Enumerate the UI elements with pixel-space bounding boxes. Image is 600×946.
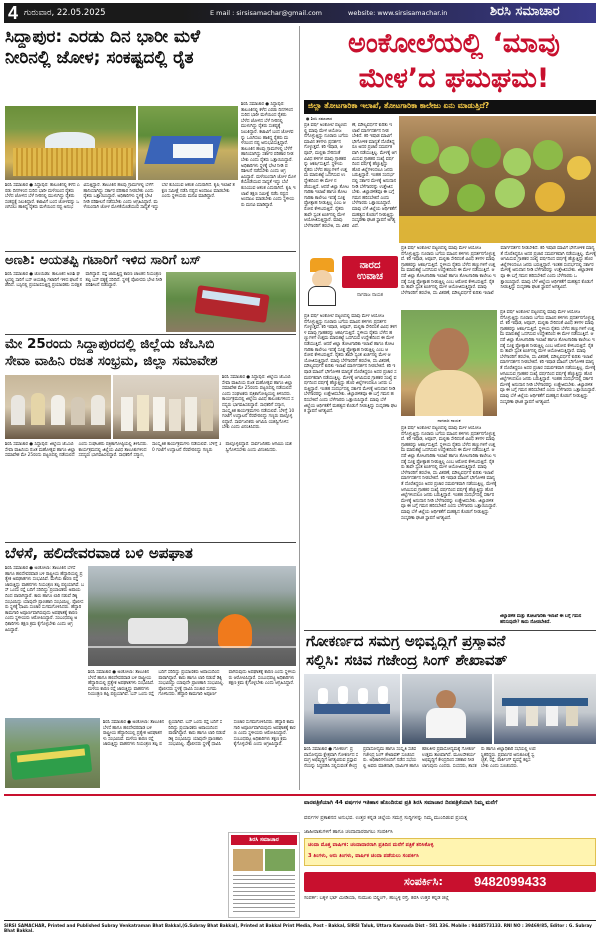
story3-side: ಶಿರಸಿ ಸಮಾಚಾರ ● ಸಿದ್ದಾಪುರ: ಜಿಲ್ಲೆಯ ಜೆಒಸಿಬಿ ಸೇವಾ ವಾಹಿನಿಯ ರಜತ ಮಹೋತ್ಸವ ಹಾಗೂ ಜಿಲ್ಲಾ ಸಮಾವೇಶ ಮೇ 25ರಂದು ಪಟ್ಟಣದಲ್ಲಿ ನಡೆಯಲಿದೆ ಎಂದು ಸಂಘಟಕರು ಪತ್ರಿಕಾಗೋಷ್ಠಿಯಲ್ಲಿ ತಿಳಿಸಿದರು. ಕಾರ್ಯಕ್ರಮದಲ್ಲಿ ಜಿಲ್ಲೆಯ ವಿವಿಧ ತಾಲೂಕುಗಳಿಂದ ಸದಸ್ಯರು ಭಾಗವಹಿಸಲಿದ್ದಾರೆ. ಸಾಧಕರಿಗೆ ಸನ್ಮಾನ, ಸಾಂಸ್ಕೃತಿಕ ಕಾರ್ಯಕ್ರಮಗಳು ನಡೆಯಲಿವೆ. ಬೆಳಿಗ್ಗೆ 10 ಗಂಟೆಗೆ ಉದ್ಘಾಟನೆ ನೆರವೇರಲಿದ್ದು ಗಣ್ಯರು ಪಾಲ್ಗೊಳ್ಳಲಿದ್ದಾರೆ. ಸಾರ್ವಜನಿಕರು ಆಗಮಿಸಿ ಯಶಸ್ವಿಗೊಳಿಸಬೇಕು ಎಂದು ವಿನಂತಿಸಿದರು.	[222, 375, 295, 431]
story2-body: ಶಿರಸಿ ಸಮಾಚಾರ ● ಜೊಯಿಡಾ: ತಾಲೂಕಿನ ಅಣಶಿ ಘಟ್ಟದಲ್ಲಿ ಸಾರಿಗೆ ಬಸ್ ಆಯತಪ್ಪಿ ಗಟಾರಿಗೆ ಇಳಿದ ಘಟನೆ ನಡೆದಿದೆ. ಬಸ್ಸಿನಲ್ಲಿ ಪ್ರಯಾಣಿಸುತ್ತಿದ್ದ ಪ್ರಯಾಣಿಕರು ಸುರಕ್ಷಿತವಾಗಿದ್ದಾರೆ. ರಸ್ತೆ ಜಾರುತ್ತಿದ್ದ ಕಾರಣ ಚಾಲಕನ ನಿಯಂತ್ರಣ ತಪ್ಪಿ ಬಸ್ ಪಕ್ಕಕ್ಕೆ ಸರಿದಿದೆ. ಸ್ಥಳಕ್ಕೆ ಪೊಲೀಸರು ಭೇಟಿ ನೀಡಿ ಪರಿಶೀಲನೆ ನಡೆಸಿದ್ದಾರೆ.	[5, 272, 162, 289]
email: E mail : sirsisamachar@gmail.com	[210, 9, 323, 17]
story4-body-3: ಶಿರಸಿ ಸಮಾಚಾರ ● ಅಂಕೋಲಾ: ತಾಲೂಕಿನ ಬೆಳಸೆ ಹಾಗೂ ಹಲಿದೇವರವಾಡ ಬಳಿ ರಾಷ್ಟ್ರೀಯ ಹೆದ್ದಾರಿಯಲ್ಲಿ ಪ್ರತ್ಯೇಕ ಅಪಘಾತಗಳು ಸಂಭವಿಸಿವೆ. ಮಳೆಯ ಕಾರಣ ರಸ್ತೆ ಜಾರುತ್ತಿದ್ದು ವಾಹನಗಳು ನಿಯಂತ್ರಣ ತಪ್ಪಿ ಪಲ್ಟಿಯಾಗಿವೆ. ಬಸ್ ಒಂದು ರಸ್ತೆ ಬದಿಗೆ ಸರಿದಿದ್ದು ಪ್ರಯಾಣಿಕರು ಅಪಾಯದಿಂದ ಪಾರಾಗಿದ್ದಾರೆ. ಕಾರು ಹಾಗೂ ಲಾರಿ ನಡುವೆ ಡಿಕ್ಕಿ ಸಂಭವಿಸಿದ್ದು ಯಾವುದೇ ಪ್ರಾಣಹಾನಿ ಸಂಭವಿಸಿಲ್ಲ. ಪೊಲೀಸರು ಸ್ಥಳಕ್ಕೆ ಧಾವಿಸಿ ಸಂಚಾರ ಸುಗಮಗೊಳಿಸಿದರು. ಹೆದ್ದಾರಿ ಕಾಮಗಾರಿ ಅಪೂರ್ಣವಾಗಿರುವುದು ಅಪಘಾತಕ್ಕೆ ಕಾರಣ ಎಂದು ಸ್ಥಳೀಯರು ಆರೋಪಿಸಿದ್ದಾರೆ. ಸಂಬಂಧಪಟ್ಟ ಅಧಿಕಾರಿಗಳು ತಕ್ಷಣ ಕ್ರಮ ಕೈಗೊಳ್ಳಬೇಕು ಎಂದು ಆಗ್ರಹಿಸಿದ್ದಾರೆ.	[103, 720, 296, 748]
columnist-name: ನಾಗರಾಜ ನಾಯಕ	[357, 293, 383, 298]
story1-photo-corn	[5, 106, 136, 180]
story5-photo-meeting	[304, 674, 400, 744]
ad-intro: ವಾರಪತ್ರಿಕೆಯಾಗಿ 44 ವರ್ಷಗಳ ಇತಿಹಾಸ ಹೊಂದಿರುವ ಪ್ರತಿ ಶಿರಸಿ ಸಮಾಚಾರ ದಿನಪತ್ರಿಕೆಯಾಗಿ ನಿಮ್ಮ ಮನೆಗೆ	[304, 800, 498, 806]
feature-photo-portrait	[401, 310, 497, 416]
columnist-box	[304, 250, 399, 312]
story2-photo-bus	[166, 272, 296, 332]
columnist-flag	[342, 256, 398, 288]
portrait-caption: ನಾಗರಾಜ ನಾಯಕ	[437, 418, 461, 423]
story5-headline: ಗೋಕರ್ಣದ ಸಮಗ್ರ ಅಭಿವೃದ್ಧಿಗೆ ಪ್ರಸ್ತಾವನೆ	[306, 633, 506, 650]
feature-closing: ಜಿಲ್ಲಾಡಳಿತ ಮತ್ತು ತೋಟಗಾರಿಕಾ ಇಲಾಖೆ ಈ ಬಗ್ಗೆ ಗಮನ ಹರಿಸುವುದೇ? ಕಾದು ನೋಡಬೇಕಿದೆ.	[500, 614, 582, 625]
story1-body-right: ಶಿರಸಿ ಸಮಾಚಾರ ● ಸಿದ್ದಾಪುರ: ತಾಲೂಕಿನಲ್ಲಿ ಕಳೆದ ಎರಡು ದಿನಗಳಿಂದ ಸುರಿದ ಭಾರೀ ಮಳೆಯಿಂದ ರೈತರು ಬೆಳೆದ ಜೋಳದ ಬೆಳೆ ನೀರಿನಲ್ಲಿ ಮುಳುಗಿದ್ದು ರೈತರು ಸಂಕಷ್ಟಕ್ಕೆ ಸಿಲುಕಿದ್ದಾರೆ. ಕಟಾವಿಗೆ ಬಂದ ಜೋಳವನ್ನು ಒಣಗಿಸಲು ಹಾಕಿದ್ದ ರೈತರು ಮಳೆಯಿಂದ ನಷ್ಟ ಅನುಭವಿಸುತ್ತಿದ್ದಾರೆ. ತಾಲೂಕಿನ ಹಲವು ಗ್ರಾಮಗಳಲ್ಲಿ ಬೆಳೆಗೆ ಹಾನಿಯಾಗಿದ್ದು ಸರ್ಕಾರ ಪರಿಹಾರ ನೀಡಬೇಕು ಎಂದು ರೈತರು ಒತ್ತಾಯಿಸಿದ್ದಾರೆ. ಅಧಿಕಾರಿಗಳು ಸ್ಥಳಕ್ಕೆ ಭೇಟಿ ನೀಡಿ ಪರಿಶೀಲನೆ ನಡೆಸಬೇಕು ಎಂದು ಆಗ್ರಹಿಸಿದ್ದಾರೆ. ಮಳೆಯಿಂದಾಗಿ ಜೋಳ ಮೊಳಕೆಯೊಡೆಯುವ ಸಾಧ್ಯತೆ ಇದ್ದು ಬೆಲೆ ಕುಸಿಯುವ ಆತಂಕ ಎದುರಾಗಿದೆ. ಕೃಷಿ ಇಲಾಖೆ ತಕ್ಷಣ ಸಮೀಕ್ಷೆ ನಡೆಸಿ ನಷ್ಟದ ಅಂದಾಜು ಮಾಡಬೇಕು ಎಂದು ಸ್ಥಳೀಯರು ಮನವಿ ಮಾಡಿದ್ದಾರೆ.	[241, 102, 296, 208]
feature-body-5: ಪ್ರತಿ ವರ್ಷ ಅಂಕೋಲೆ ಪಟ್ಟಣದಲ್ಲಿ ಮಾವು ಮೇಳ ಆಯೋಜನೆಗೊಳ್ಳುತ್ತಿದ್ದು ನೂರಾರು ಬಗೆಯ ಮಾವಿನ ತಳಿಗಳು ಪ್ರದರ್ಶನಗೊಳ್ಳುತ್ತವೆ. ಕರಿ ಇಷಾಡ, ಆಪೂಸ್, ಮಲ್ಲಿಕಾ ಸೇರಿದಂತೆ ವಿವಿಧ ತಳಿಗಳ ಮಾವು ಗ್ರಾಹಕರನ್ನು ಆಕರ್ಷಿಸುತ್ತಿದೆ. ಸ್ಥಳೀಯ ರೈತರು ಬೆಳೆದ ಹಣ್ಣುಗಳಿಗೆ ಉತ್ತಮ ಮಾರುಕಟ್ಟೆ ಒದಗಿಸುವ ಉದ್ದೇಶದಿಂದ ಈ ಮೇಳ ನಡೆಯುತ್ತಿದೆ. ಆದರೆ ಜಿಲ್ಲಾ ತೋಟಗಾರಿಕಾ ಇಲಾಖೆ ಹಾಗೂ ತೋಟಗಾರಿಕಾ ಕಾಲೇಜು ಇದಕ್ಕೆ ಸೂಕ್ತ ಪ್ರೋತ್ಸಾಹ ನೀಡುತ್ತಿಲ್ಲ ಎಂಬ ಆರೋಪ ಕೇಳಿಬರುತ್ತಿದೆ. ರೈತರು ತಾವೇ ಸ್ವಂತ ಖರ್ಚಿನಲ್ಲಿ ಮೇಳ ಆಯೋಜಿಸುತ್ತಿದ್ದಾರೆ. ಮಾವು ಬೆಳೆಗಾರರಿಗೆ ತರಬೇತಿ, ಸಸಿ ವಿತರಣೆ, ಮೌಲ್ಯವರ್ಧನೆ ಕುರಿತು ಇಲಾಖೆ ಮಾರ್ಗದರ್ಶನ ನೀಡಬೇಕಿದೆ. ಕರಿ ಇಷಾಡ ಮಾವಿಗೆ ಭೌಗೋಳಿಕ ಮಾನ್ಯತೆ ದೊರೆತಿದ್ದರೂ ಅದರ ಪ್ರಚಾರ ಸಮರ್ಪಕವಾಗಿ ನಡೆಯುತ್ತಿಲ್ಲ. ಮೇಳಕ್ಕೆ ಆಗಮಿಸುವ ಗ್ರಾಹಕರ ಸಂಖ್ಯೆ ವರ್ಷದಿಂದ ವರ್ಷಕ್ಕೆ ಹೆಚ್ಚುತ್ತಿದ್ದು ಹೊರ ಜಿಲ್ಲೆಗಳಿಂದಲೂ ಜನರು ಬರುತ್ತಿದ್ದಾರೆ. ಇಂತಹ ಸಂದರ್ಭದಲ್ಲಿ ಸರ್ಕಾರ ಮೇಳಕ್ಕೆ ಅನುದಾನ ನೀಡಿ ಬೆಳೆಗಾರರನ್ನು ಉತ್ತೇಜಿಸಬೇಕು. ಜಿಲ್ಲಾಡಳಿತವೂ ಈ ಬಗ್ಗೆ ಗಮನ ಹರಿಸಬೇಕಿದೆ ಎಂದು ಬೆಳೆಗಾರರು ಒತ್ತಾಯಿಸಿದ್ದಾರೆ. ಮಾವು ಬೆಳೆ ಜಿಲ್ಲೆಯ ಆರ್ಥಿಕತೆಗೆ ಮಹತ್ವದ ಕೊಡುಗೆ ನೀಡುತ್ತಿದ್ದು ಸಂಸ್ಕರಣಾ ಘಟಕ ಸ್ಥಾಪನೆ ಅಗತ್ಯವಿದೆ.	[401, 426, 497, 521]
story4-photo-highway	[88, 566, 296, 666]
feature-banner-text: ಜಿಲ್ಲಾ ತೋಟಗಾರಿಕಾ ಇಲಾಖೆ, ತೋಟಗಾರಿಕಾ ಕಾಲೇಜು ಏನು ಮಾಡುತ್ತಿದೆ?	[308, 102, 490, 110]
story1-photo-tarp	[138, 106, 238, 180]
ad-highlight-2: 3 ತಿಂಗಳು, ಆರು ತಿಂಗಳು, ವಾರ್ಷಿಕ ಚಂದಾ ಪಡೆಯಲು ಸಂಪರ್ಕಿಸಿ	[308, 853, 419, 859]
story3-body: ಶಿರಸಿ ಸಮಾಚಾರ ● ಸಿದ್ದಾಪುರ: ಜಿಲ್ಲೆಯ ಜೆಒಸಿಬಿ ಸೇವಾ ವಾಹಿನಿಯ ರಜತ ಮಹೋತ್ಸವ ಹಾಗೂ ಜಿಲ್ಲಾ ಸಮಾವೇಶ ಮೇ 25ರಂದು ಪಟ್ಟಣದಲ್ಲಿ ನಡೆಯಲಿದೆ ಎಂದು ಸಂಘಟಕರು ಪತ್ರಿಕಾಗೋಷ್ಠಿಯಲ್ಲಿ ತಿಳಿಸಿದರು. ಕಾರ್ಯಕ್ರಮದಲ್ಲಿ ಜಿಲ್ಲೆಯ ವಿವಿಧ ತಾಲೂಕುಗಳಿಂದ ಸದಸ್ಯರು ಭಾಗವಹಿಸಲಿದ್ದಾರೆ. ಸಾಧಕರಿಗೆ ಸನ್ಮಾನ, ಸಾಂಸ್ಕೃತಿಕ ಕಾರ್ಯಕ್ರಮಗಳು ನಡೆಯಲಿವೆ. ಬೆಳಿಗ್ಗೆ 10 ಗಂಟೆಗೆ ಉದ್ಘಾಟನೆ ನೆರವೇರಲಿದ್ದು ಗಣ್ಯರು ಪಾಲ್ಗೊಳ್ಳಲಿದ್ದಾರೆ. ಸಾರ್ವಜನಿಕರು ಆಗಮಿಸಿ ಯಶಸ್ವಿಗೊಳಿಸಬೇಕು ಎಂದು ವಿನಂತಿಸಿದರು.	[5, 442, 292, 459]
paper-title: ಶಿರಸಿ ಸಮಾಚಾರ	[490, 4, 560, 19]
ad-highlight-box	[304, 838, 596, 866]
story3-photo-team	[113, 375, 219, 439]
story3-headline: ಮೇ 25ರಂದು ಸಿದ್ದಾಪುರದಲ್ಲಿ ಜಿಲ್ಲೆಯ ಜೆಒಸಿಬಿ	[5, 337, 215, 352]
feature-body-3: ಪ್ರತಿ ವರ್ಷ ಅಂಕೋಲೆ ಪಟ್ಟಣದಲ್ಲಿ ಮಾವು ಮೇಳ ಆಯೋಜನೆಗೊಳ್ಳುತ್ತಿದ್ದು ನೂರಾರು ಬಗೆಯ ಮಾವಿನ ತಳಿಗಳು ಪ್ರದರ್ಶನಗೊಳ್ಳುತ್ತವೆ. ಕರಿ ಇಷಾಡ, ಆಪೂಸ್, ಮಲ್ಲಿಕಾ ಸೇರಿದಂತೆ ವಿವಿಧ ತಳಿಗಳ ಮಾವು ಗ್ರಾಹಕರನ್ನು ಆಕರ್ಷಿಸುತ್ತಿದೆ. ಸ್ಥಳೀಯ ರೈತರು ಬೆಳೆದ ಹಣ್ಣುಗಳಿಗೆ ಉತ್ತಮ ಮಾರುಕಟ್ಟೆ ಒದಗಿಸುವ ಉದ್ದೇಶದಿಂದ ಈ ಮೇಳ ನಡೆಯುತ್ತಿದೆ. ಆದರೆ ಜಿಲ್ಲಾ ತೋಟಗಾರಿಕಾ ಇಲಾಖೆ ಹಾಗೂ ತೋಟಗಾರಿಕಾ ಕಾಲೇಜು ಇದಕ್ಕೆ ಸೂಕ್ತ ಪ್ರೋತ್ಸಾಹ ನೀಡುತ್ತಿಲ್ಲ ಎಂಬ ಆರೋಪ ಕೇಳಿಬರುತ್ತಿದೆ. ರೈತರು ತಾವೇ ಸ್ವಂತ ಖರ್ಚಿನಲ್ಲಿ ಮೇಳ ಆಯೋಜಿಸುತ್ತಿದ್ದಾರೆ. ಮಾವು ಬೆಳೆಗಾರರಿಗೆ ತರಬೇತಿ, ಸಸಿ ವಿತರಣೆ, ಮೌಲ್ಯವರ್ಧನೆ ಕುರಿತು ಇಲಾಖೆ ಮಾರ್ಗದರ್ಶನ ನೀಡಬೇಕಿದೆ. ಕರಿ ಇಷಾಡ ಮಾವಿಗೆ ಭೌಗೋಳಿಕ ಮಾನ್ಯತೆ ದೊರೆತಿದ್ದರೂ ಅದರ ಪ್ರಚಾರ ಸಮರ್ಪಕವಾಗಿ ನಡೆಯುತ್ತಿಲ್ಲ. ಮೇಳಕ್ಕೆ ಆಗಮಿಸುವ ಗ್ರಾಹಕರ ಸಂಖ್ಯೆ ವರ್ಷದಿಂದ ವರ್ಷಕ್ಕೆ ಹೆಚ್ಚುತ್ತಿದ್ದು ಹೊರ ಜಿಲ್ಲೆಗಳಿಂದಲೂ ಜನರು ಬರುತ್ತಿದ್ದಾರೆ. ಇಂತಹ ಸಂದರ್ಭದಲ್ಲಿ ಸರ್ಕಾರ ಮೇಳಕ್ಕೆ ಅನುದಾನ ನೀಡಿ ಬೆಳೆಗಾರರನ್ನು ಉತ್ತೇಜಿಸಬೇಕು. ಜಿಲ್ಲಾಡಳಿತವೂ ಈ ಬಗ್ಗೆ ಗಮನ ಹರಿಸಬೇಕಿದೆ ಎಂದು ಬೆಳೆಗಾರರು ಒತ್ತಾಯಿಸಿದ್ದಾರೆ. ಮಾವು ಬೆಳೆ ಜಿಲ್ಲೆಯ ಆರ್ಥಿಕತೆಗೆ ಮಹತ್ವದ ಕೊಡುಗೆ ನೀಡುತ್ತಿದ್ದು ಸಂಸ್ಕರಣಾ ಘಟಕ ಸ್ಥಾಪನೆ ಅಗತ್ಯವಿದೆ.	[401, 246, 596, 296]
story5-body: ಶಿರಸಿ ಸಮಾಚಾರ ● ಗೋಕರ್ಣ: ಪ್ರವಾಸೋದ್ಯಮ ಕ್ಷೇತ್ರವಾಗಿ ಗೋಕರ್ಣದ ಸಮಗ್ರ ಅಭಿವೃದ್ಧಿಗೆ ಅಗತ್ಯವಿರುವ ಪ್ರಸ್ತಾವನೆಯನ್ನು ಸಿದ್ಧಪಡಿಸಿ ಸಲ್ಲಿಸುವಂತೆ ಕೇಂದ್ರ ಪ್ರವಾಸೋದ್ಯಮ ಹಾಗೂ ಸಂಸ್ಕೃತಿ ಸಚಿವ ಗಜೇಂದ್ರ ಸಿಂಗ್ ಶೇಖಾವತ್ ಸೂಚಿಸಿದರು. ಅಧಿಕಾರಿಗಳೊಂದಿಗೆ ನಡೆದ ಸಭೆಯಲ್ಲಿ ಅವರು ಮಾತನಾಡಿ, ಧಾರ್ಮಿಕ ಹಾಗೂ ಕಡಲತೀರ ಪ್ರವಾಸೋದ್ಯಮಕ್ಕೆ ಗೋಕರ್ಣ ಉತ್ತಮ ತಾಣವಾಗಿದೆ. ಮೂಲಸೌಕರ್ಯ ಅಭಿವೃದ್ಧಿಗೆ ಕೇಂದ್ರದಿಂದ ಸಹಕಾರ ನೀಡಲಾಗುವುದು ಎಂದರು. ಸಂಸದರು, ಶಾಸಕರು ಹಾಗೂ ಜಿಲ್ಲಾಧಿಕಾರಿ ಸಭೆಯಲ್ಲಿ ಉಪಸ್ಥಿತರಿದ್ದರು. ಪ್ರವಾಸಿಗರ ಅನುಕೂಲಕ್ಕೆ ಸ್ವಚ್ಛತೆ, ರಸ್ತೆ, ಪಾರ್ಕಿಂಗ್ ವ್ಯವಸ್ಥೆ ಕಲ್ಪಿಸಬೇಕು ಎಂದು ಸೂಚಿಸಿದರು.	[304, 747, 536, 769]
ad-paper-image	[228, 832, 300, 918]
feature-banner	[304, 100, 596, 114]
story1-headline-2: ನೀರಿನಲ್ಲಿ ಜೋಳ; ಸಂಕಷ್ಟದಲ್ಲಿ ರೈತ	[5, 49, 194, 68]
masthead	[4, 3, 596, 23]
issue-date: ಗುರುವಾರ, 22.05.2025	[24, 8, 106, 18]
story3-photo-press	[5, 375, 111, 439]
ad-line3: ಜಾಹೀರಾತುಗಳಿಗೆ ಹಾಗೂ ಚಂದಾದಾರರಾಗಲು ಸಂಪರ್ಕಿಸಿ	[304, 829, 393, 835]
story4-body-2: ಶಿರಸಿ ಸಮಾಚಾರ ● ಅಂಕೋಲಾ: ತಾಲೂಕಿನ ಬೆಳಸೆ ಹಾಗೂ ಹಲಿದೇವರವಾಡ ಬಳಿ ರಾಷ್ಟ್ರೀಯ ಹೆದ್ದಾರಿಯಲ್ಲಿ ಪ್ರತ್ಯೇಕ ಅಪಘಾತಗಳು ಸಂಭವಿಸಿವೆ. ಮಳೆಯ ಕಾರಣ ರಸ್ತೆ ಜಾರುತ್ತಿದ್ದು ವಾಹನಗಳು ನಿಯಂತ್ರಣ ತಪ್ಪಿ ಪಲ್ಟಿಯಾಗಿವೆ. ಬಸ್ ಒಂದು ರಸ್ತೆ ಬದಿಗೆ ಸರಿದಿದ್ದು ಪ್ರಯಾಣಿಕರು ಅಪಾಯದಿಂದ ಪಾರಾಗಿದ್ದಾರೆ. ಕಾರು ಹಾಗೂ ಲಾರಿ ನಡುವೆ ಡಿಕ್ಕಿ ಸಂಭವಿಸಿದ್ದು ಯಾವುದೇ ಪ್ರಾಣಹಾನಿ ಸಂಭವಿಸಿಲ್ಲ. ಪೊಲೀಸರು ಸ್ಥಳಕ್ಕೆ ಧಾವಿಸಿ ಸಂಚಾರ ಸುಗಮಗೊಳಿಸಿದರು. ಹೆದ್ದಾರಿ ಕಾಮಗಾರಿ ಅಪೂರ್ಣವಾಗಿರುವುದು ಅಪಘಾತಕ್ಕೆ ಕಾರಣ ಎಂದು ಸ್ಥಳೀಯರು ಆರೋಪಿಸಿದ್ದಾರೆ. ಸಂಬಂಧಪಟ್ಟ ಅಧಿಕಾರಿಗಳು ತಕ್ಷಣ ಕ್ರಮ ಕೈಗೊಳ್ಳಬೇಕು ಎಂದು ಆಗ್ರಹಿಸಿದ್ದಾರೆ.	[88, 670, 296, 698]
footer-rule	[4, 920, 596, 921]
feature-byline: ● ಶಿರಸಿ ಸಮಾಚಾರ	[306, 116, 333, 121]
ad-highlight: ಚಂದಾ ಮೊತ್ತ ವಾರ್ಷಿಕ: ಚಂದಾದಾರರಾಗಿ ಪ್ರತಿದಿನ ಮನೆಗೆ ಪತ್ರಿಕೆ ತರಿಸಿಕೊಳ್ಳಿ	[308, 842, 434, 848]
story1-headline: ಸಿದ್ದಾಪುರ: ಎರಡು ದಿನ ಭಾರೀ ಮಳೆ	[5, 28, 200, 47]
feature-body-lead: ಪ್ರತಿ ವರ್ಷ ಅಂಕೋಲೆ ಪಟ್ಟಣದಲ್ಲಿ ಮಾವು ಮೇಳ ಆಯೋಜನೆಗೊಳ್ಳುತ್ತಿದ್ದು ನೂರಾರು ಬಗೆಯ ಮಾವಿನ ತಳಿಗಳು ಪ್ರದರ್ಶನಗೊಳ್ಳುತ್ತವೆ. ಕರಿ ಇಷಾಡ, ಆಪೂಸ್, ಮಲ್ಲಿಕಾ ಸೇರಿದಂತೆ ವಿವಿಧ ತಳಿಗಳ ಮಾವು ಗ್ರಾಹಕರನ್ನು ಆಕರ್ಷಿಸುತ್ತಿದೆ. ಸ್ಥಳೀಯ ರೈತರು ಬೆಳೆದ ಹಣ್ಣುಗಳಿಗೆ ಉತ್ತಮ ಮಾರುಕಟ್ಟೆ ಒದಗಿಸುವ ಉದ್ದೇಶದಿಂದ ಈ ಮೇಳ ನಡೆಯುತ್ತಿದೆ. ಆದರೆ ಜಿಲ್ಲಾ ತೋಟಗಾರಿಕಾ ಇಲಾಖೆ ಹಾಗೂ ತೋಟಗಾರಿಕಾ ಕಾಲೇಜು ಇದಕ್ಕೆ ಸೂಕ್ತ ಪ್ರೋತ್ಸಾಹ ನೀಡುತ್ತಿಲ್ಲ ಎಂಬ ಆರೋಪ ಕೇಳಿಬರುತ್ತಿದೆ. ರೈತರು ತಾವೇ ಸ್ವಂತ ಖರ್ಚಿನಲ್ಲಿ ಮೇಳ ಆಯೋಜಿಸುತ್ತಿದ್ದಾರೆ. ಮಾವು ಬೆಳೆಗಾರರಿಗೆ ತರಬೇತಿ, ಸಸಿ ವಿತರಣೆ, ಮೌಲ್ಯವರ್ಧನೆ ಕುರಿತು ಇಲಾಖೆ ಮಾರ್ಗದರ್ಶನ ನೀಡಬೇಕಿದೆ. ಕರಿ ಇಷಾಡ ಮಾವಿಗೆ ಭೌಗೋಳಿಕ ಮಾನ್ಯತೆ ದೊರೆತಿದ್ದರೂ ಅದರ ಪ್ರಚಾರ ಸಮರ್ಪಕವಾಗಿ ನಡೆಯುತ್ತಿಲ್ಲ. ಮೇಳಕ್ಕೆ ಆಗಮಿಸುವ ಗ್ರಾಹಕರ ಸಂಖ್ಯೆ ವರ್ಷದಿಂದ ವರ್ಷಕ್ಕೆ ಹೆಚ್ಚುತ್ತಿದ್ದು ಹೊರ ಜಿಲ್ಲೆಗಳಿಂದಲೂ ಜನರು ಬರುತ್ತಿದ್ದಾರೆ. ಇಂತಹ ಸಂದರ್ಭದಲ್ಲಿ ಸರ್ಕಾರ ಮೇಳಕ್ಕೆ ಅನುದಾನ ನೀಡಿ ಬೆಳೆಗಾರರನ್ನು ಉತ್ತೇಜಿಸಬೇಕು. ಜಿಲ್ಲಾಡಳಿತವೂ ಈ ಬಗ್ಗೆ ಗಮನ ಹರಿಸಬೇಕಿದೆ ಎಂದು ಬೆಳೆಗಾರರು ಒತ್ತಾಯಿಸಿದ್ದಾರೆ. ಮಾವು ಬೆಳೆ ಜಿಲ್ಲೆಯ ಆರ್ಥಿಕತೆಗೆ ಮಹತ್ವದ ಕೊಡುಗೆ ನೀಡುತ್ತಿದ್ದು ಸಂಸ್ಕರಣಾ ಘಟಕ ಸ್ಥಾಪನೆ ಅಗತ್ಯವಿದೆ.	[304, 123, 397, 229]
story1-body: ಶಿರಸಿ ಸಮಾಚಾರ ● ಸಿದ್ದಾಪುರ: ತಾಲೂಕಿನಲ್ಲಿ ಕಳೆದ ಎರಡು ದಿನಗಳಿಂದ ಸುರಿದ ಭಾರೀ ಮಳೆಯಿಂದ ರೈತರು ಬೆಳೆದ ಜೋಳದ ಬೆಳೆ ನೀರಿನಲ್ಲಿ ಮುಳುಗಿದ್ದು ರೈತರು ಸಂಕಷ್ಟಕ್ಕೆ ಸಿಲುಕಿದ್ದಾರೆ. ಕಟಾವಿಗೆ ಬಂದ ಜೋಳವನ್ನು ಒಣಗಿಸಲು ಹಾಕಿದ್ದ ರೈತರು ಮಳೆಯಿಂದ ನಷ್ಟ ಅನುಭವಿಸುತ್ತಿದ್ದಾರೆ. ತಾಲೂಕಿನ ಹಲವು ಗ್ರಾಮಗಳಲ್ಲಿ ಬೆಳೆಗೆ ಹಾನಿಯಾಗಿದ್ದು ಸರ್ಕಾರ ಪರಿಹಾರ ನೀಡಬೇಕು ಎಂದು ರೈತರು ಒತ್ತಾಯಿಸಿದ್ದಾರೆ. ಅಧಿಕಾರಿಗಳು ಸ್ಥಳಕ್ಕೆ ಭೇಟಿ ನೀಡಿ ಪರಿಶೀಲನೆ ನಡೆಸಬೇಕು ಎಂದು ಆಗ್ರಹಿಸಿದ್ದಾರೆ. ಮಳೆಯಿಂದಾಗಿ ಜೋಳ ಮೊಳಕೆಯೊಡೆಯುವ ಸಾಧ್ಯತೆ ಇದ್ದು ಬೆಲೆ ಕುಸಿಯುವ ಆತಂಕ ಎದುರಾಗಿದೆ. ಕೃಷಿ ಇಲಾಖೆ ತಕ್ಷಣ ಸಮೀಕ್ಷೆ ನಡೆಸಿ ನಷ್ಟದ ಅಂದಾಜು ಮಾಡಬೇಕು ಎಂದು ಸ್ಥಳೀಯರು ಮನವಿ ಮಾಡಿದ್ದಾರೆ.	[5, 183, 235, 211]
ad-line2: ವರ್ಷಗಳ ಪ್ರಕಾಶನದ ಅನುಭವ. ಉತ್ತರ ಕನ್ನಡ ಜಿಲ್ಲೆಯ ಸಮಗ್ರ ಸುದ್ದಿಗಳನ್ನು ನಿಮ್ಮ ಮುಂದಿಡುವ ಪ್ರಯತ್ನ	[304, 815, 468, 821]
story4-headline: ಬೆಳಸೆ, ಹಲಿದೇವರವಾಡ ಬಳಿ ಅಪಘಾತ	[5, 545, 193, 562]
story2-headline: ಅಣಶಿ: ಆಯತಪ್ಪಿ ಗಟಾರಿಗೆ ಇಳಿದ ಸಾರಿಗೆ ಬಸ್	[5, 254, 201, 268]
columnist-title: ನಾರದ ಉವಾಚ	[356, 260, 384, 282]
story5-headline-2: ಸಲ್ಲಿಸಿ: ಸಚಿವ ಗಜೇಂದ್ರ ಸಿಂಗ್ ಶೇಖಾವತ್	[306, 652, 508, 669]
ad-contact-label: ಸಂಪರ್ಕಿಸಿ:	[404, 875, 443, 888]
ad-footer-scroll: ಸಂಪರ್ಕ: ಬಕ್ಕಳ ಭಟ್ ಮೀಡಿಯಾ, ಸುಮುಖ ಬಿಲ್ಡಿಂಗ್, ಹುಬ್ಬಳ್ಳಿ ರಸ್ತೆ, ಶಿರಸಿ ಉತ್ತರ ಕನ್ನಡ ಜಿಲ್ಲೆ	[304, 896, 449, 901]
ad-contact-bar[interactable]	[304, 872, 596, 892]
ad-paper-logo: ಶಿರಸಿ ಸಮಾಚಾರ	[231, 835, 297, 845]
footer-imprint: SIRSI SAMACHAR, Printed and Published Subray Venkatraman Bhat Bakkal,(G.Subray Bhat Bakkal), Printed at Bakkal Print Media, Post - Bakkal, SIRSI Taluk, Uttara Kannada Dist - 581 336. Mobile : 9448573133. RNI NO : 39469/85, Editor : G. Subray Bhat Bakkal.	[4, 923, 592, 934]
feature-body-2: ಪ್ರತಿ ವರ್ಷ ಅಂಕೋಲೆ ಪಟ್ಟಣದಲ್ಲಿ ಮಾವು ಮೇಳ ಆಯೋಜನೆಗೊಳ್ಳುತ್ತಿದ್ದು ನೂರಾರು ಬಗೆಯ ಮಾವಿನ ತಳಿಗಳು ಪ್ರದರ್ಶನಗೊಳ್ಳುತ್ತವೆ. ಕರಿ ಇಷಾಡ, ಆಪೂಸ್, ಮಲ್ಲಿಕಾ ಸೇರಿದಂತೆ ವಿವಿಧ ತಳಿಗಳ ಮಾವು ಗ್ರಾಹಕರನ್ನು ಆಕರ್ಷಿಸುತ್ತಿದೆ. ಸ್ಥಳೀಯ ರೈತರು ಬೆಳೆದ ಹಣ್ಣುಗಳಿಗೆ ಉತ್ತಮ ಮಾರುಕಟ್ಟೆ ಒದಗಿಸುವ ಉದ್ದೇಶದಿಂದ ಈ ಮೇಳ ನಡೆಯುತ್ತಿದೆ. ಆದರೆ ಜಿಲ್ಲಾ ತೋಟಗಾರಿಕಾ ಇಲಾಖೆ ಹಾಗೂ ತೋಟಗಾರಿಕಾ ಕಾಲೇಜು ಇದಕ್ಕೆ ಸೂಕ್ತ ಪ್ರೋತ್ಸಾಹ ನೀಡುತ್ತಿಲ್ಲ ಎಂಬ ಆರೋಪ ಕೇಳಿಬರುತ್ತಿದೆ. ರೈತರು ತಾವೇ ಸ್ವಂತ ಖರ್ಚಿನಲ್ಲಿ ಮೇಳ ಆಯೋಜಿಸುತ್ತಿದ್ದಾರೆ. ಮಾವು ಬೆಳೆಗಾರರಿಗೆ ತರಬೇತಿ, ಸಸಿ ವಿತರಣೆ, ಮೌಲ್ಯವರ್ಧನೆ ಕುರಿತು ಇಲಾಖೆ ಮಾರ್ಗದರ್ಶನ ನೀಡಬೇಕಿದೆ. ಕರಿ ಇಷಾಡ ಮಾವಿಗೆ ಭೌಗೋಳಿಕ ಮಾನ್ಯತೆ ದೊರೆತಿದ್ದರೂ ಅದರ ಪ್ರಚಾರ ಸಮರ್ಪಕವಾಗಿ ನಡೆಯುತ್ತಿಲ್ಲ. ಮೇಳಕ್ಕೆ ಆಗಮಿಸುವ ಗ್ರಾಹಕರ ಸಂಖ್ಯೆ ವರ್ಷದಿಂದ ವರ್ಷಕ್ಕೆ ಹೆಚ್ಚುತ್ತಿದ್ದು ಹೊರ ಜಿಲ್ಲೆಗಳಿಂದಲೂ ಜನರು ಬರುತ್ತಿದ್ದಾರೆ. ಇಂತಹ ಸಂದರ್ಭದಲ್ಲಿ ಸರ್ಕಾರ ಮೇಳಕ್ಕೆ ಅನುದಾನ ನೀಡಿ ಬೆಳೆಗಾರರನ್ನು ಉತ್ತೇಜಿಸಬೇಕು. ಜಿಲ್ಲಾಡಳಿತವೂ ಈ ಬಗ್ಗೆ ಗಮನ ಹರಿಸಬೇಕಿದೆ ಎಂದು ಬೆಳೆಗಾರರು ಒತ್ತಾಯಿಸಿದ್ದಾರೆ. ಮಾವು ಬೆಳೆ ಜಿಲ್ಲೆಯ ಆರ್ಥಿಕತೆಗೆ ಮಹತ್ವದ ಕೊಡುಗೆ ನೀಡುತ್ತಿದ್ದು ಸಂಸ್ಕರಣಾ ಘಟಕ ಸ್ಥಾಪನೆ ಅಗತ್ಯವಿದೆ.	[304, 314, 397, 415]
columnist-cartoon	[304, 256, 340, 306]
story4-body: ಶಿರಸಿ ಸಮಾಚಾರ ● ಅಂಕೋಲಾ: ತಾಲೂಕಿನ ಬೆಳಸೆ ಹಾಗೂ ಹಲಿದೇವರವಾಡ ಬಳಿ ರಾಷ್ಟ್ರೀಯ ಹೆದ್ದಾರಿಯಲ್ಲಿ ಪ್ರತ್ಯೇಕ ಅಪಘಾತಗಳು ಸಂಭವಿಸಿವೆ. ಮಳೆಯ ಕಾರಣ ರಸ್ತೆ ಜಾರುತ್ತಿದ್ದು ವಾಹನಗಳು ನಿಯಂತ್ರಣ ತಪ್ಪಿ ಪಲ್ಟಿಯಾಗಿವೆ. ಬಸ್ ಒಂದು ರಸ್ತೆ ಬದಿಗೆ ಸರಿದಿದ್ದು ಪ್ರಯಾಣಿಕರು ಅಪಾಯದಿಂದ ಪಾರಾಗಿದ್ದಾರೆ. ಕಾರು ಹಾಗೂ ಲಾರಿ ನಡುವೆ ಡಿಕ್ಕಿ ಸಂಭವಿಸಿದ್ದು ಯಾವುದೇ ಪ್ರಾಣಹಾನಿ ಸಂಭವಿಸಿಲ್ಲ. ಪೊಲೀಸರು ಸ್ಥಳಕ್ಕೆ ಧಾವಿಸಿ ಸಂಚಾರ ಸುಗಮಗೊಳಿಸಿದರು. ಹೆದ್ದಾರಿ ಕಾಮಗಾರಿ ಅಪೂರ್ಣವಾಗಿರುವುದು ಅಪಘಾತಕ್ಕೆ ಕಾರಣ ಎಂದು ಸ್ಥಳೀಯರು ಆರೋಪಿಸಿದ್ದಾರೆ. ಸಂಬಂಧಪಟ್ಟ ಅಧಿಕಾರಿಗಳು ತಕ್ಷಣ ಕ್ರಮ ಕೈಗೊಳ್ಳಬೇಕು ಎಂದು ಆಗ್ರಹಿಸಿದ್ದಾರೆ.	[5, 566, 84, 633]
story5-photo-minister	[402, 674, 492, 744]
feature-headline: ಅಂಕೋಲೆಯಲ್ಲಿ ‘ಮಾವು	[348, 28, 560, 59]
feature-photo-mangoes	[399, 116, 596, 243]
story3-headline-2: ಸೇವಾ ವಾಹಿನಿ ರಜತ ಸಂಭ್ರಮ, ಜಿಲ್ಲಾ ಸಮಾವೇಶ	[5, 354, 218, 369]
feature-body-4: ಪ್ರತಿ ವರ್ಷ ಅಂಕೋಲೆ ಪಟ್ಟಣದಲ್ಲಿ ಮಾವು ಮೇಳ ಆಯೋಜನೆಗೊಳ್ಳುತ್ತಿದ್ದು ನೂರಾರು ಬಗೆಯ ಮಾವಿನ ತಳಿಗಳು ಪ್ರದರ್ಶನಗೊಳ್ಳುತ್ತವೆ. ಕರಿ ಇಷಾಡ, ಆಪೂಸ್, ಮಲ್ಲಿಕಾ ಸೇರಿದಂತೆ ವಿವಿಧ ತಳಿಗಳ ಮಾವು ಗ್ರಾಹಕರನ್ನು ಆಕರ್ಷಿಸುತ್ತಿದೆ. ಸ್ಥಳೀಯ ರೈತರು ಬೆಳೆದ ಹಣ್ಣುಗಳಿಗೆ ಉತ್ತಮ ಮಾರುಕಟ್ಟೆ ಒದಗಿಸುವ ಉದ್ದೇಶದಿಂದ ಈ ಮೇಳ ನಡೆಯುತ್ತಿದೆ. ಆದರೆ ಜಿಲ್ಲಾ ತೋಟಗಾರಿಕಾ ಇಲಾಖೆ ಹಾಗೂ ತೋಟಗಾರಿಕಾ ಕಾಲೇಜು ಇದಕ್ಕೆ ಸೂಕ್ತ ಪ್ರೋತ್ಸಾಹ ನೀಡುತ್ತಿಲ್ಲ ಎಂಬ ಆರೋಪ ಕೇಳಿಬರುತ್ತಿದೆ. ರೈತರು ತಾವೇ ಸ್ವಂತ ಖರ್ಚಿನಲ್ಲಿ ಮೇಳ ಆಯೋಜಿಸುತ್ತಿದ್ದಾರೆ. ಮಾವು ಬೆಳೆಗಾರರಿಗೆ ತರಬೇತಿ, ಸಸಿ ವಿತರಣೆ, ಮೌಲ್ಯವರ್ಧನೆ ಕುರಿತು ಇಲಾಖೆ ಮಾರ್ಗದರ್ಶನ ನೀಡಬೇಕಿದೆ. ಕರಿ ಇಷಾಡ ಮಾವಿಗೆ ಭೌಗೋಳಿಕ ಮಾನ್ಯತೆ ದೊರೆತಿದ್ದರೂ ಅದರ ಪ್ರಚಾರ ಸಮರ್ಪಕವಾಗಿ ನಡೆಯುತ್ತಿಲ್ಲ. ಮೇಳಕ್ಕೆ ಆಗಮಿಸುವ ಗ್ರಾಹಕರ ಸಂಖ್ಯೆ ವರ್ಷದಿಂದ ವರ್ಷಕ್ಕೆ ಹೆಚ್ಚುತ್ತಿದ್ದು ಹೊರ ಜಿಲ್ಲೆಗಳಿಂದಲೂ ಜನರು ಬರುತ್ತಿದ್ದಾರೆ. ಇಂತಹ ಸಂದರ್ಭದಲ್ಲಿ ಸರ್ಕಾರ ಮೇಳಕ್ಕೆ ಅನುದಾನ ನೀಡಿ ಬೆಳೆಗಾರರನ್ನು ಉತ್ತೇಜಿಸಬೇಕು. ಜಿಲ್ಲಾಡಳಿತವೂ ಈ ಬಗ್ಗೆ ಗಮನ ಹರಿಸಬೇಕಿದೆ ಎಂದು ಬೆಳೆಗಾರರು ಒತ್ತಾಯಿಸಿದ್ದಾರೆ. ಮಾವು ಬೆಳೆ ಜಿಲ್ಲೆಯ ಆರ್ಥಿಕತೆಗೆ ಮಹತ್ವದ ಕೊಡುಗೆ ನೀಡುತ್ತಿದ್ದು ಸಂಸ್ಕರಣಾ ಘಟಕ ಸ್ಥಾಪನೆ ಅಗತ್ಯವಿದೆ.	[500, 310, 596, 405]
ad-phone[interactable]: 9482099433	[474, 874, 547, 889]
subscription-ad	[4, 794, 596, 918]
story4-photo-bus	[5, 718, 100, 788]
website: website: www.sirsisamachar.in	[348, 9, 448, 17]
page-number: 4	[8, 3, 19, 23]
story5-photo-officials	[494, 674, 596, 744]
feature-headline-2: ಮೇಳ’ದ ಘಮಘಮ!	[358, 63, 550, 94]
